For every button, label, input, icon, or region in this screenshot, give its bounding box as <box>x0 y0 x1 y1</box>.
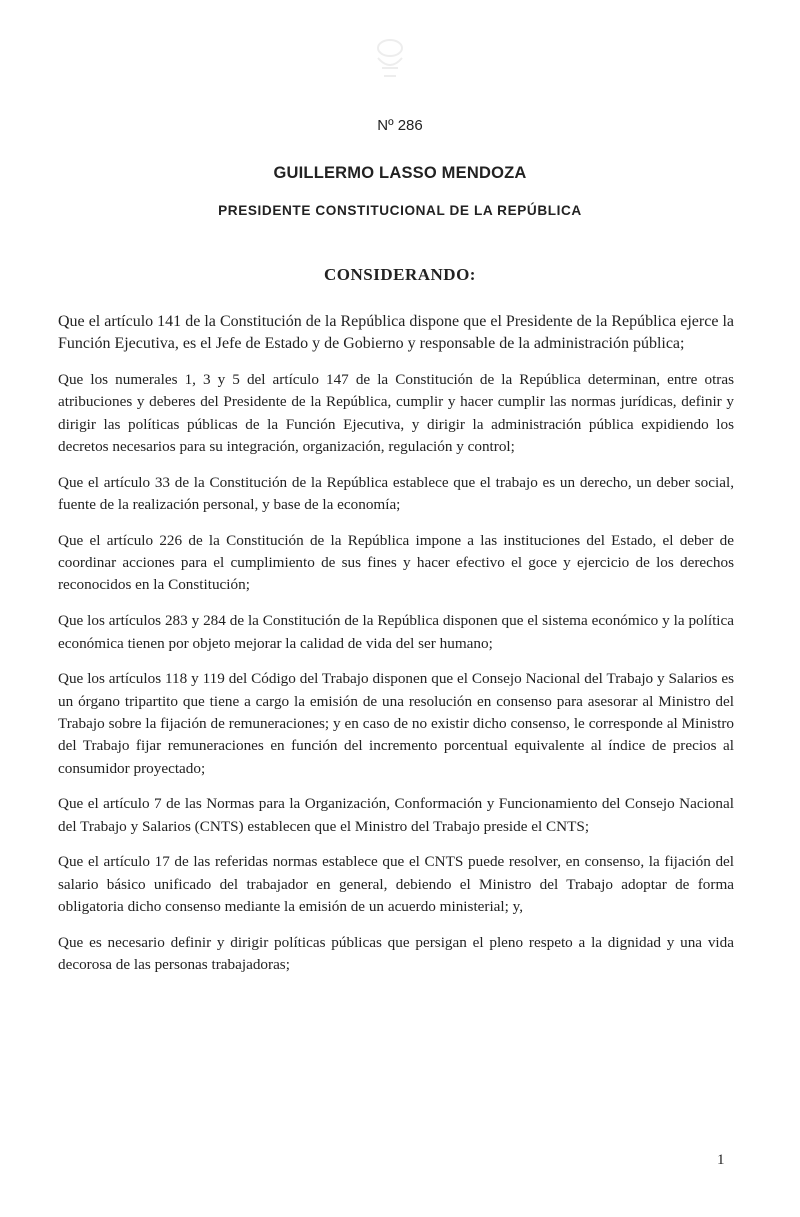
document-body <box>58 311 734 990</box>
president-title: PRESIDENTE CONSTITUCIONAL DE LA REPÚBLICA <box>218 203 582 218</box>
paragraph: Que el artículo 17 de las referidas normas establece que el CNTS puede resolver, en consenso, la fijación del salario básico unificado del trabajador en general, debiendo el Ministro del Trabajo adoptar de forma obligatoria dicho consenso mediante la emisión de un acuerdo ministerial; y, <box>58 853 734 916</box>
paragraph: Que los numerales 1, 3 y 5 del artículo 147 de la Constitución de la República determinan, entre otras atribuciones y deberes del Presidente de la República, cumplir y hacer cumplir las normas jurídicas, definir y dirigir las políticas públicas de la Función Ejecutiva, y dirigir la administración pública expidiendo los decretos necesarios para su integración, organización, regulación y control; <box>58 371 734 455</box>
paragraph: Que el artículo 141 de la Constitución de la República dispone que el Presidente de la República ejerce la Función Ejecutiva, es el Jefe de Estado y de Gobierno y responsable de la administración pública; <box>58 313 734 353</box>
considerando-heading: CONSIDERANDO: <box>324 265 476 284</box>
coat-of-arms-watermark-icon <box>360 28 420 88</box>
paragraph: Que los artículos 118 y 119 del Código del Trabajo disponen que el Consejo Nacional del Trabajo y Salarios es un órgano tripartito que tiene a cargo la emisión de una resolución en consenso para asesorar al Ministro del Trabajo sobre la fijación de remuneraciones; y en caso de no existir dicho consenso, le corresponde al Ministro del Trabajo fijar remuneraciones en función del incremento porcentual equivalente al índice de precios al consumidor proyectado; <box>58 670 734 777</box>
paragraph: Que los artículos 283 y 284 de la Constitución de la República disponen que el sistema económico y la política económica tienen por objeto mejorar la calidad de vida del ser humano; <box>58 612 734 652</box>
paragraph: Que es necesario definir y dirigir políticas públicas que persigan el pleno respeto a la dignidad y una vida decorosa de las personas trabajadoras; <box>58 933 734 974</box>
decree-number: Nº 286 <box>377 117 423 134</box>
paragraph: Que el artículo 33 de la Constitución de la República establece que el trabajo es un derecho, un deber social, fuente de la realización personal, y base de la economía; <box>58 473 734 514</box>
page-number: 1 <box>717 1152 725 1168</box>
paragraph: Que el artículo 226 de la Constitución de la República impone a las instituciones del Estado, el deber de coordinar acciones para el cumplimiento de sus fines y hacer efectivo el goce y ejercicio de los derechos reconocidos en la Constitución; <box>58 531 734 594</box>
paragraph: Que el artículo 7 de las Normas para la Organización, Conformación y Funcionamiento del Consejo Nacional del Trabajo y Salarios (CNTS) establecen que el Ministro del Trabajo preside el CNTS; <box>58 795 734 835</box>
president-name: GUILLERMO LASSO MENDOZA <box>273 164 527 182</box>
